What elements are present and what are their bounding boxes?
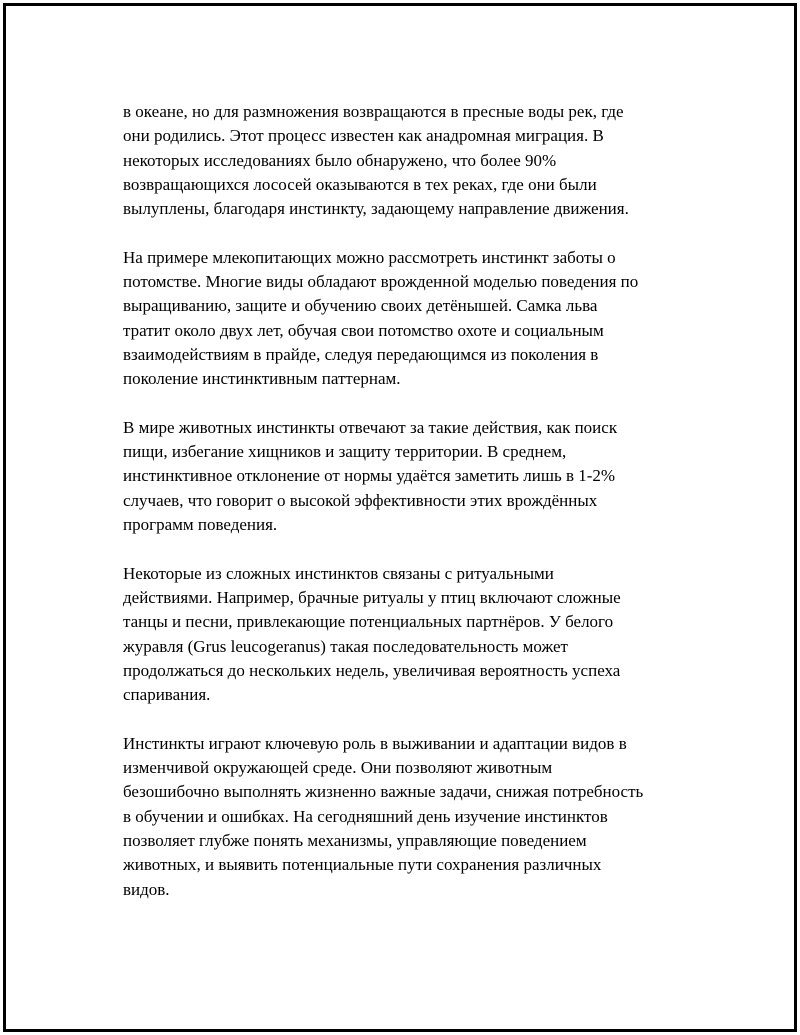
- page-frame: [3, 3, 797, 1032]
- paragraph-conclusion: Инстинкты играют ключевую роль в выживании и адаптации видов в изменчивой окружающей среде. Они позволяют животным безошибочно выполнять жизненно важные задачи, снижая потребность в обучении и ошибках. На сегодняшний день изучение инстинктов позволяет глубже понять механизмы, управляющие поведением животных, и выявить потенциальные пути сохранения различных видов.: [123, 733, 644, 899]
- paragraph-parental-care: На примере млекопитающих можно рассмотреть инстинкт заботы о потомстве. Многие виды обладают врожденной моделью поведения по выращиванию, защите и обучению своих детёнышей. Самка льва тратит около двух лет, обучая свои потомство охоте и социальным взаимодействиям в прайде, следуя передающимся из поколения в поколение инстинктивным паттернам.: [123, 247, 639, 389]
- paragraph-salmon-migration: в океане, но для размножения возвращаются в пресные воды рек, где они родились. Этот процесс известен как анадромная миграция. В некоторых исследованиях было обнаружено, что более 90% возвращающихся лососей оказываются в тех реках, где они были вылуплены, благодаря инстинкту, задающему направление движения.: [123, 102, 629, 219]
- paragraph-ritual-behavior: Некоторые из сложных инстинктов связаны с ритуальными действиями. Например, брачные ритуалы у птиц включают сложные танцы и песни, привлекающие потенциальных партнёров. У белого журавля (Grus leucogeranus) такая последовательность может продолжаться до нескольких недель, увеличивая вероятность успеха спаривания.: [123, 563, 621, 705]
- paragraph-animal-instincts: В мире животных инстинкты отвечают за такие действия, как поиск пищи, избегание хищников и защиту территории. В среднем, инстинктивное отклонение от нормы удаётся заметить лишь в 1-2% случаев, что говорит о высокой эффективности этих врождённых программ поведения.: [123, 417, 618, 535]
- document-body: [123, 100, 703, 926]
